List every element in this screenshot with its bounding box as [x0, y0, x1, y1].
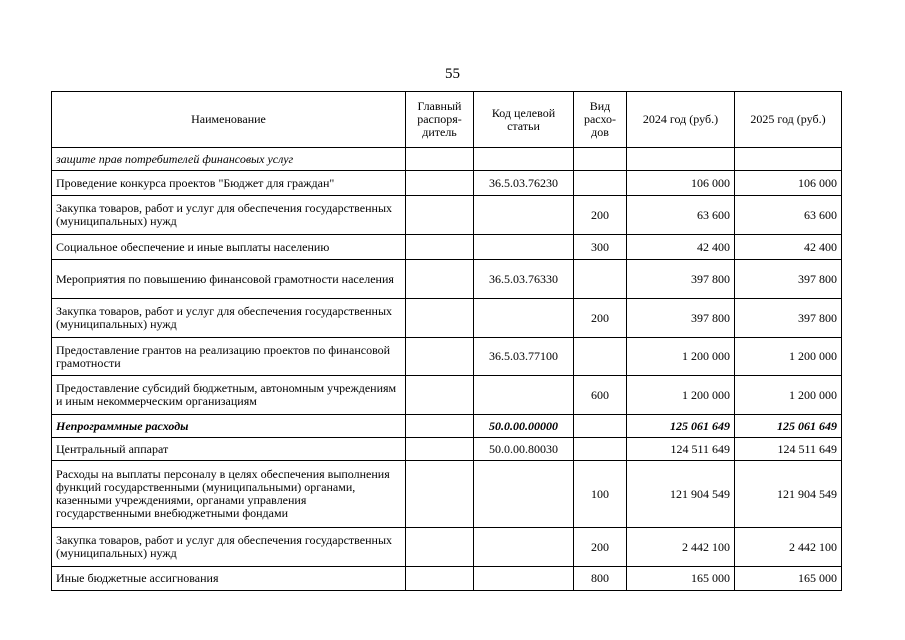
- table-row: [52, 299, 842, 338]
- row-grbs-cell: [406, 235, 474, 260]
- row-vid-cell: [574, 171, 627, 196]
- row-2024-cell: 1 200 000: [627, 376, 735, 415]
- row-name-cell: Закупка товаров, работ и услуг для обеспечения государственных (муниципальных) нужд: [52, 196, 406, 235]
- row-name-cell: Закупка товаров, работ и услуг для обеспечения государственных (муниципальных) нужд: [52, 528, 406, 567]
- table-row: [52, 235, 842, 260]
- row-2024-cell: 63 600: [627, 196, 735, 235]
- row-code-cell: 36.5.03.76330: [474, 260, 574, 299]
- header-row: [52, 92, 842, 148]
- row-code-cell: [474, 528, 574, 567]
- row-code-cell: [474, 235, 574, 260]
- row-grbs-cell: [406, 528, 474, 567]
- row-grbs-cell: [406, 461, 474, 528]
- row-code-cell: [474, 567, 574, 591]
- row-2024-cell: 397 800: [627, 260, 735, 299]
- row-2024-cell: 165 000: [627, 567, 735, 591]
- row-grbs-cell: [406, 260, 474, 299]
- table-row: [52, 148, 842, 171]
- row-grbs-cell: [406, 567, 474, 591]
- budget-table: [51, 91, 842, 591]
- row-2024-cell: 124 511 649: [627, 438, 735, 461]
- row-vid-cell: [574, 415, 627, 438]
- row-grbs-cell: [406, 376, 474, 415]
- row-vid-cell: 200: [574, 528, 627, 567]
- table-header: [52, 92, 842, 148]
- row-2025-cell: 1 200 000: [735, 338, 842, 376]
- row-2024-cell: [627, 148, 735, 171]
- row-2025-cell: 42 400: [735, 235, 842, 260]
- row-name-cell: Проведение конкурса проектов "Бюджет для граждан": [52, 171, 406, 196]
- header-2025: 2025 год (руб.): [735, 92, 842, 148]
- row-2024-cell: 1 200 000: [627, 338, 735, 376]
- row-grbs-cell: [406, 438, 474, 461]
- row-2025-cell: 125 061 649: [735, 415, 842, 438]
- row-2025-cell: [735, 148, 842, 171]
- row-code-cell: [474, 148, 574, 171]
- row-name-cell: Расходы на выплаты персоналу в целях обеспечения выполнения функций государственными (муниципальными) органами, казенными учреждениями, органами управления государственными внебюджетными фондами: [52, 461, 406, 528]
- row-name-cell: защите прав потребителей финансовых услуг: [52, 148, 406, 171]
- row-name-cell: Предоставление субсидий бюджетным, автономным учреждениям и иным некоммерческим организациям: [52, 376, 406, 415]
- row-grbs-cell: [406, 196, 474, 235]
- row-vid-cell: 200: [574, 196, 627, 235]
- row-code-cell: 36.5.03.77100: [474, 338, 574, 376]
- table-row: [52, 567, 842, 591]
- row-grbs-cell: [406, 415, 474, 438]
- row-name-cell: Закупка товаров, работ и услуг для обеспечения государственных (муниципальных) нужд: [52, 299, 406, 338]
- row-2024-cell: 42 400: [627, 235, 735, 260]
- header-grbs: Главный распоря-дитель: [406, 92, 474, 148]
- row-grbs-cell: [406, 338, 474, 376]
- row-2025-cell: 106 000: [735, 171, 842, 196]
- row-2024-cell: 397 800: [627, 299, 735, 338]
- row-vid-cell: [574, 338, 627, 376]
- table-row: [52, 196, 842, 235]
- header-2024: 2024 год (руб.): [627, 92, 735, 148]
- row-vid-cell: 100: [574, 461, 627, 528]
- row-2024-cell: 121 904 549: [627, 461, 735, 528]
- row-2025-cell: 121 904 549: [735, 461, 842, 528]
- row-code-cell: [474, 196, 574, 235]
- row-code-cell: [474, 299, 574, 338]
- row-vid-cell: [574, 260, 627, 299]
- row-code-cell: 36.5.03.76230: [474, 171, 574, 196]
- row-vid-cell: 800: [574, 567, 627, 591]
- row-2025-cell: 124 511 649: [735, 438, 842, 461]
- row-name-cell: Непрограммные расходы: [52, 415, 406, 438]
- row-2024-cell: 2 442 100: [627, 528, 735, 567]
- row-code-cell: 50.0.00.80030: [474, 438, 574, 461]
- row-2025-cell: 2 442 100: [735, 528, 842, 567]
- row-grbs-cell: [406, 299, 474, 338]
- row-code-cell: [474, 461, 574, 528]
- row-name-cell: Центральный аппарат: [52, 438, 406, 461]
- table-row: [52, 528, 842, 567]
- row-code-cell: 50.0.00.00000: [474, 415, 574, 438]
- row-2025-cell: 1 200 000: [735, 376, 842, 415]
- table-row: [52, 461, 842, 528]
- header-vid: Вид расхо-дов: [574, 92, 627, 148]
- row-grbs-cell: [406, 148, 474, 171]
- row-grbs-cell: [406, 171, 474, 196]
- header-name: Наименование: [52, 92, 406, 148]
- row-vid-cell: [574, 148, 627, 171]
- table-row: [52, 438, 842, 461]
- row-2025-cell: 397 800: [735, 299, 842, 338]
- header-code: Код целевой статьи: [474, 92, 574, 148]
- row-vid-cell: [574, 438, 627, 461]
- page-number: 55: [445, 66, 460, 82]
- table-row: [52, 260, 842, 299]
- row-vid-cell: 600: [574, 376, 627, 415]
- row-vid-cell: 200: [574, 299, 627, 338]
- row-name-cell: Социальное обеспечение и иные выплаты населению: [52, 235, 406, 260]
- row-code-cell: [474, 376, 574, 415]
- row-vid-cell: 300: [574, 235, 627, 260]
- table-row: [52, 376, 842, 415]
- row-2025-cell: 63 600: [735, 196, 842, 235]
- table-row: [52, 338, 842, 376]
- row-2024-cell: 106 000: [627, 171, 735, 196]
- row-2025-cell: 165 000: [735, 567, 842, 591]
- table-row: [52, 171, 842, 196]
- row-2025-cell: 397 800: [735, 260, 842, 299]
- row-name-cell: Предоставление грантов на реализацию проектов по финансовой грамотности: [52, 338, 406, 376]
- table-row: [52, 415, 842, 438]
- row-name-cell: Иные бюджетные ассигнования: [52, 567, 406, 591]
- row-2024-cell: 125 061 649: [627, 415, 735, 438]
- table-body: [52, 148, 842, 591]
- row-name-cell: Мероприятия по повышению финансовой грамотности населения: [52, 260, 406, 299]
